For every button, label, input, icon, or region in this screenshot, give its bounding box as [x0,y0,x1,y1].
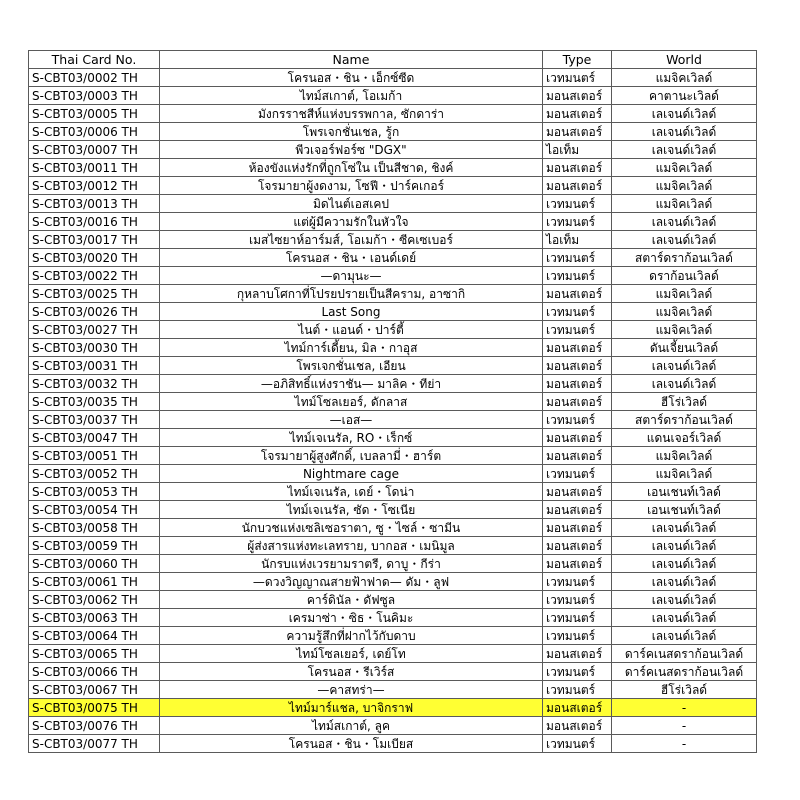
table-row [29,141,757,159]
card-world-cell: แมจิคเวิลด์ [612,447,757,465]
card-name-cell: —เอส— [160,411,543,429]
table-row [29,627,757,645]
card-type-cell: เวทมนตร์ [543,627,612,645]
card-no-cell: S-CBT03/0066 TH [29,663,160,681]
card-world-cell: ดาร์คเนสดราก้อนเวิลด์ [612,663,757,681]
card-name-cell: โจรมายาผู้งดงาม, โซฟี・ปาร์คเกอร์ [160,177,543,195]
card-no-cell: S-CBT03/0035 TH [29,393,160,411]
card-list-sheet [28,50,757,753]
card-name-cell: ห้องขังแห่งรักที่ถูกโซ่ใน เป็นสีชาด, ชิงค์ [160,159,543,177]
table-row [29,195,757,213]
card-name-cell: ไทม์มาร์แชล, บาจิกราฟ [160,699,543,717]
table-body [29,69,757,753]
card-name-cell: โพรเจกชั่นเชล, รู้ก [160,123,543,141]
card-world-cell: คาตานะเวิลด์ [612,87,757,105]
card-no-cell: S-CBT03/0031 TH [29,357,160,375]
card-world-cell: แมจิคเวิลด์ [612,69,757,87]
table-row [29,699,757,717]
card-world-cell: ดาร์คเนสดราก้อนเวิลด์ [612,645,757,663]
card-type-cell: มอนสเตอร์ [543,357,612,375]
card-world-cell: ดันเจี้ยนเวิลด์ [612,339,757,357]
card-no-cell: S-CBT03/0060 TH [29,555,160,573]
card-type-cell: ไอเท็ม [543,231,612,249]
card-no-cell: S-CBT03/0065 TH [29,645,160,663]
card-world-cell: แมจิคเวิลด์ [612,159,757,177]
table-row [29,123,757,141]
card-world-cell: แมจิคเวิลด์ [612,195,757,213]
card-world-cell: เอนเชนท์เวิลด์ [612,483,757,501]
card-name-cell: ความรู้สึกที่ฝากไว้กับดาบ [160,627,543,645]
card-name-cell: ไทม์การ์เดี้ยน, มิล・กาอุส [160,339,543,357]
card-name-cell: มังกรราชสีห์แห่งบรรพกาล, ซักดาร่า [160,105,543,123]
table-row [29,339,757,357]
table-row [29,609,757,627]
card-no-cell: S-CBT03/0062 TH [29,591,160,609]
card-no-cell: S-CBT03/0017 TH [29,231,160,249]
table-row [29,429,757,447]
card-type-cell: เวทมนตร์ [543,69,612,87]
card-no-cell: S-CBT03/0075 TH [29,699,160,717]
card-world-cell: เลเจนด์เวิลด์ [612,141,757,159]
card-world-cell: เลเจนด์เวิลด์ [612,591,757,609]
table-row [29,681,757,699]
table-row [29,519,757,537]
card-type-cell: มอนสเตอร์ [543,123,612,141]
card-no-cell: S-CBT03/0052 TH [29,465,160,483]
table-row [29,393,757,411]
table-row [29,177,757,195]
header-type: Type [543,51,612,69]
card-type-cell: เวทมนตร์ [543,213,612,231]
table-row [29,267,757,285]
table-row [29,573,757,591]
card-no-cell: S-CBT03/0058 TH [29,519,160,537]
card-name-cell: ไทม์โซลเยอร์, เดย์โท [160,645,543,663]
table-row [29,717,757,735]
card-type-cell: มอนสเตอร์ [543,429,612,447]
card-world-cell: - [612,735,757,753]
card-name-cell: เครมาซ่า・ซิธ・โนคิมะ [160,609,543,627]
card-no-cell: S-CBT03/0016 TH [29,213,160,231]
card-no-cell: S-CBT03/0026 TH [29,303,160,321]
card-type-cell: เวทมนตร์ [543,735,612,753]
card-type-cell: ไอเท็ม [543,141,612,159]
card-world-cell: แดนเจอร์เวิลด์ [612,429,757,447]
card-no-cell: S-CBT03/0067 TH [29,681,160,699]
card-no-cell: S-CBT03/0011 TH [29,159,160,177]
card-name-cell: Nightmare cage [160,465,543,483]
card-no-cell: S-CBT03/0047 TH [29,429,160,447]
card-type-cell: มอนสเตอร์ [543,159,612,177]
table-row [29,159,757,177]
card-name-cell: —ดวงวิญญาณสายฟ้าฟาด— ดัม・ลูฟ [160,573,543,591]
table-row [29,735,757,753]
card-world-cell: แมจิคเวิลด์ [612,321,757,339]
card-no-cell: S-CBT03/0063 TH [29,609,160,627]
card-name-cell: คาร์ดินัล・ดัฟซูล [160,591,543,609]
card-name-cell: โพรเจกชั่นเชล, เอียน [160,357,543,375]
card-world-cell: เลเจนด์เวิลด์ [612,105,757,123]
card-type-cell: มอนสเตอร์ [543,177,612,195]
card-no-cell: S-CBT03/0020 TH [29,249,160,267]
table-row [29,249,757,267]
card-name-cell: —คาสทร่า— [160,681,543,699]
card-world-cell: เลเจนด์เวิลด์ [612,231,757,249]
card-type-cell: เวทมนตร์ [543,465,612,483]
card-name-cell: กุหลาบโศกาที่โปรยปรายเป็นสีคราม, อาซากิ [160,285,543,303]
card-no-cell: S-CBT03/0012 TH [29,177,160,195]
card-type-cell: มอนสเตอร์ [543,537,612,555]
card-name-cell: ไทม์โซลเยอร์, ดักลาส [160,393,543,411]
card-no-cell: S-CBT03/0051 TH [29,447,160,465]
card-name-cell: นักบวชแห่งเซลิเซอราตา, ซู・ไซล์・ซามีน [160,519,543,537]
card-name-cell: ไทม์เจเนรัล, ซัด・โซเนีย [160,501,543,519]
card-no-cell: S-CBT03/0076 TH [29,717,160,735]
card-world-cell: แมจิคเวิลด์ [612,177,757,195]
table-row [29,411,757,429]
table-row [29,645,757,663]
table-row [29,285,757,303]
card-name-cell: นักรบแห่งเวรยามราตรี, ดาบู・กีร่า [160,555,543,573]
header-row [29,51,757,69]
card-type-cell: เวทมนตร์ [543,249,612,267]
card-type-cell: มอนสเตอร์ [543,105,612,123]
card-type-cell: เวทมนตร์ [543,267,612,285]
card-no-cell: S-CBT03/0054 TH [29,501,160,519]
card-no-cell: S-CBT03/0002 TH [29,69,160,87]
card-name-cell: ผู้ส่งสารแห่งทะเลทราย, บากอส・เมนิมูล [160,537,543,555]
card-world-cell: - [612,699,757,717]
card-world-cell: เอนเชนท์เวิลด์ [612,501,757,519]
card-no-cell: S-CBT03/0013 TH [29,195,160,213]
card-type-cell: มอนสเตอร์ [543,393,612,411]
table-row [29,303,757,321]
card-name-cell: โครนอส・ชิน・โมเบียส [160,735,543,753]
card-name-cell: ไทม์สเกาต์, ลูค [160,717,543,735]
card-world-cell: เลเจนด์เวิลด์ [612,375,757,393]
card-no-cell: S-CBT03/0059 TH [29,537,160,555]
card-no-cell: S-CBT03/0032 TH [29,375,160,393]
card-type-cell: มอนสเตอร์ [543,483,612,501]
table-row [29,447,757,465]
card-world-cell: เลเจนด์เวิลด์ [612,609,757,627]
card-type-cell: มอนสเตอร์ [543,501,612,519]
card-world-cell: ฮีโร่เวิลด์ [612,681,757,699]
card-no-cell: S-CBT03/0061 TH [29,573,160,591]
table-row [29,465,757,483]
card-world-cell: เลเจนด์เวิลด์ [612,357,757,375]
card-no-cell: S-CBT03/0022 TH [29,267,160,285]
card-type-cell: เวทมนตร์ [543,303,612,321]
table-row [29,375,757,393]
card-name-cell: โครนอส・รีเวิร์ส [160,663,543,681]
card-no-cell: S-CBT03/0003 TH [29,87,160,105]
table-row [29,591,757,609]
card-type-cell: เวทมนตร์ [543,681,612,699]
table-row [29,87,757,105]
table-row [29,357,757,375]
card-no-cell: S-CBT03/0006 TH [29,123,160,141]
card-type-cell: เวทมนตร์ [543,609,612,627]
card-type-cell: มอนสเตอร์ [543,555,612,573]
card-name-cell: โครนอส・ชิน・เอนด์เดย์ [160,249,543,267]
header-card-no: Thai Card No. [29,51,160,69]
card-type-cell: มอนสเตอร์ [543,699,612,717]
card-name-cell: —ดามุนะ— [160,267,543,285]
card-type-cell: มอนสเตอร์ [543,87,612,105]
card-world-cell: สตาร์ดราก้อนเวิลด์ [612,411,757,429]
card-name-cell: มิดไนต์เอสเคป [160,195,543,213]
table-header [29,51,757,69]
table-row [29,213,757,231]
card-world-cell: ฮีโร่เวิลด์ [612,393,757,411]
table-row [29,537,757,555]
card-no-cell: S-CBT03/0030 TH [29,339,160,357]
card-name-cell: ไทม์สเกาต์, โอเมก้า [160,87,543,105]
card-name-cell: —อภิสิทธิ์แห่งราชัน— มาลิค・ทีย่า [160,375,543,393]
card-name-cell: ไทม์เจเนรัล, RO・เร็กซ์ [160,429,543,447]
card-type-cell: มอนสเตอร์ [543,285,612,303]
card-type-cell: มอนสเตอร์ [543,375,612,393]
card-table [28,50,757,753]
card-type-cell: เวทมนตร์ [543,663,612,681]
card-name-cell: แต่ผู้มีความรักในหัวใจ [160,213,543,231]
card-world-cell: เลเจนด์เวิลด์ [612,555,757,573]
card-world-cell: แมจิคเวิลด์ [612,303,757,321]
card-name-cell: ไนต์・แอนด์・ปาร์ตี้ [160,321,543,339]
card-type-cell: เวทมนตร์ [543,321,612,339]
table-row [29,555,757,573]
card-type-cell: มอนสเตอร์ [543,447,612,465]
card-type-cell: มอนสเตอร์ [543,717,612,735]
table-row [29,105,757,123]
table-row [29,69,757,87]
card-no-cell: S-CBT03/0007 TH [29,141,160,159]
card-name-cell: โจรมายาผู้สูงศักดิ์, เบลลามี่・ฮาร์ต [160,447,543,465]
card-type-cell: เวทมนตร์ [543,195,612,213]
card-type-cell: เวทมนตร์ [543,573,612,591]
card-name-cell: โครนอส・ชิน・เอ็กซ์ซีด [160,69,543,87]
card-world-cell: เลเจนด์เวิลด์ [612,213,757,231]
card-world-cell: เลเจนด์เวิลด์ [612,627,757,645]
card-no-cell: S-CBT03/0037 TH [29,411,160,429]
card-world-cell: เลเจนด์เวิลด์ [612,123,757,141]
card-world-cell: สตาร์ดราก้อนเวิลด์ [612,249,757,267]
card-no-cell: S-CBT03/0005 TH [29,105,160,123]
card-world-cell: แมจิคเวิลด์ [612,285,757,303]
card-no-cell: S-CBT03/0077 TH [29,735,160,753]
card-type-cell: เวทมนตร์ [543,591,612,609]
card-no-cell: S-CBT03/0027 TH [29,321,160,339]
card-world-cell: เลเจนด์เวิลด์ [612,537,757,555]
table-row [29,501,757,519]
card-no-cell: S-CBT03/0053 TH [29,483,160,501]
card-world-cell: แมจิคเวิลด์ [612,465,757,483]
card-world-cell: - [612,717,757,735]
card-type-cell: มอนสเตอร์ [543,519,612,537]
card-name-cell: Last Song [160,303,543,321]
table-row [29,321,757,339]
card-type-cell: มอนสเตอร์ [543,339,612,357]
card-name-cell: ไทม์เจเนรัล, เดย์・โดน่า [160,483,543,501]
card-type-cell: มอนสเตอร์ [543,645,612,663]
card-name-cell: พีวเจอร์ฟอร์ซ "DGX" [160,141,543,159]
table-row [29,483,757,501]
header-world: World [612,51,757,69]
header-name: Name [160,51,543,69]
card-no-cell: S-CBT03/0025 TH [29,285,160,303]
card-type-cell: เวทมนตร์ [543,411,612,429]
card-world-cell: ดราก้อนเวิลด์ [612,267,757,285]
card-world-cell: เลเจนด์เวิลด์ [612,573,757,591]
table-row [29,231,757,249]
card-no-cell: S-CBT03/0064 TH [29,627,160,645]
card-world-cell: เลเจนด์เวิลด์ [612,519,757,537]
card-name-cell: เมสไซยาห์อาร์มส์, โอเมก้า・ซีคเซเบอร์ [160,231,543,249]
table-row [29,663,757,681]
